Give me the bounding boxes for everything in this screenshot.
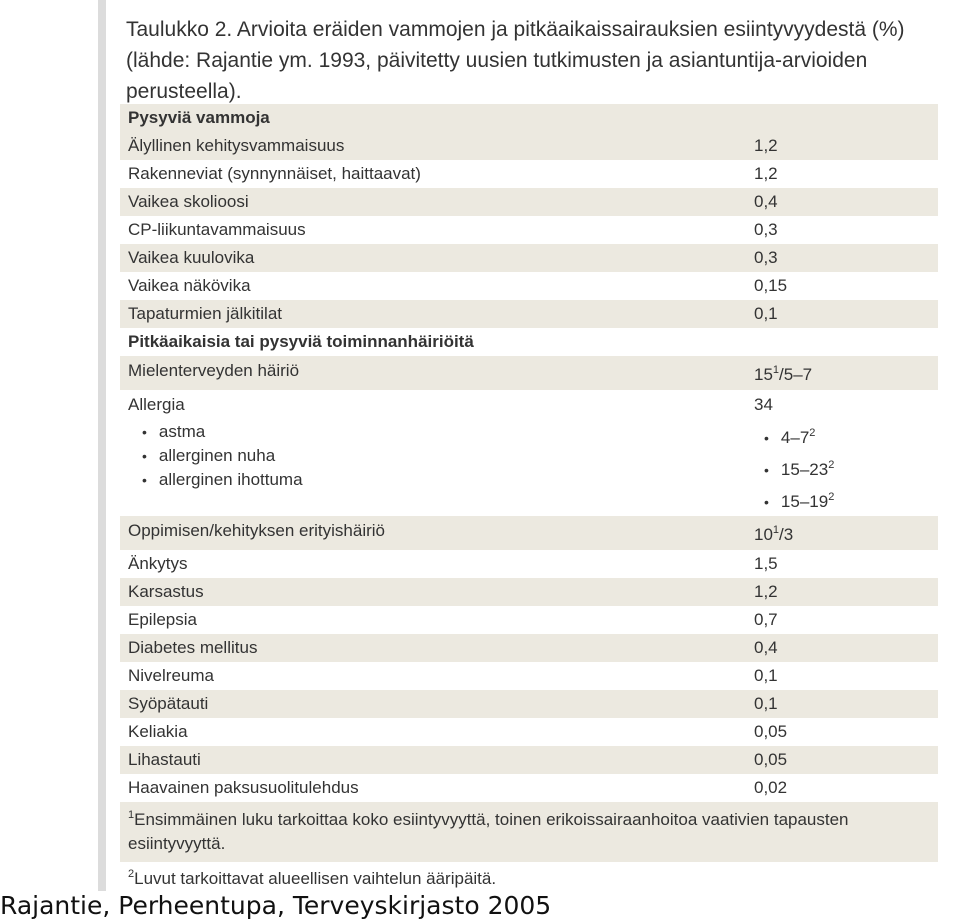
row-value bbox=[750, 516, 938, 554]
row-value-group bbox=[750, 394, 938, 518]
row-label-group bbox=[120, 394, 750, 492]
footnote-ref: 2 bbox=[828, 491, 835, 503]
row-label: Keliakia bbox=[128, 722, 188, 741]
table-row bbox=[120, 578, 938, 606]
row-label: Syöpätauti bbox=[128, 694, 209, 713]
table-caption: Taulukko 2. Arvioita eräiden vammojen ja pitkäaikaissairauksien esiintyvyydestä (%) (lähde: Rajantie ym. 1993, päivitetty uusien tutkimusten ja asiantuntija-arvioiden perusteella). bbox=[126, 18, 905, 103]
table-row bbox=[120, 244, 938, 272]
row-label: Oppimisen/kehityksen erityishäiriö bbox=[128, 521, 385, 540]
list-item: • allerginen ihottuma bbox=[128, 468, 750, 492]
value-secondary: /3 bbox=[779, 525, 794, 544]
table-row-learning bbox=[120, 516, 938, 550]
row-label: Diabetes mellitus bbox=[128, 638, 258, 657]
table-row bbox=[120, 160, 938, 188]
row-label: Vaikea skolioosi bbox=[128, 192, 249, 211]
row-label: Epilepsia bbox=[128, 610, 197, 629]
row-label: Änkytys bbox=[128, 554, 188, 573]
list-item: • astma bbox=[128, 420, 750, 444]
row-value: 0,4 bbox=[754, 192, 778, 211]
table-row bbox=[120, 300, 938, 328]
row-value: 1,2 bbox=[754, 582, 778, 601]
section-header-long-term-disorders bbox=[120, 328, 938, 356]
value: 15–23 bbox=[780, 460, 829, 479]
value-main: 10 bbox=[754, 525, 773, 544]
section-title: Pitkäaikaisia tai pysyviä toiminnanhäiriöitä bbox=[128, 332, 474, 351]
table-row bbox=[120, 662, 938, 690]
footnote-body: Ensimmäinen luku tarkoittaa koko esiintyvyyttä, toinen erikoissairaanhoitoa vaativien tapausten esiintyvyyttä. bbox=[128, 810, 849, 853]
section-header-permanent-disabilities bbox=[120, 104, 938, 132]
footnote-1 bbox=[120, 802, 938, 862]
section-title: Pysyviä vammoja bbox=[128, 108, 270, 127]
row-value: 0,1 bbox=[754, 304, 778, 323]
table-row-allergy bbox=[120, 390, 938, 516]
list-item bbox=[754, 454, 938, 486]
value-secondary: /5–7 bbox=[779, 365, 813, 384]
table-row bbox=[120, 718, 938, 746]
row-value: 0,15 bbox=[754, 276, 788, 295]
row-value: 1,2 bbox=[754, 164, 778, 183]
footnote-ref: 1 bbox=[772, 524, 780, 536]
row-label: Rakenneviat (synnynnäiset, haittaavat) bbox=[128, 164, 421, 183]
footnote-ref: 1 bbox=[772, 364, 780, 376]
row-label: Nivelreuma bbox=[128, 666, 214, 685]
row-value: 34 bbox=[754, 395, 773, 414]
footnote-marker: 2 bbox=[128, 868, 135, 880]
row-label: Vaikea näkövika bbox=[128, 276, 251, 295]
row-label: Allergia bbox=[128, 395, 185, 414]
row-label: Älyllinen kehitysvammaisuus bbox=[128, 136, 345, 155]
footnote-marker: 1 bbox=[128, 809, 135, 821]
source-credit: Rajantie, Perheentupa, Terveyskirjasto 2005 bbox=[0, 891, 552, 920]
row-value: 1,5 bbox=[754, 554, 778, 573]
row-label: Karsastus bbox=[128, 582, 204, 601]
table-row bbox=[120, 634, 938, 662]
row-label: Haavainen paksusuolitulehdus bbox=[128, 778, 359, 797]
row-label: Mielenterveyden häiriö bbox=[128, 361, 300, 380]
value: 15–19 bbox=[780, 492, 829, 511]
prevalence-table bbox=[120, 104, 938, 896]
row-value: 1,2 bbox=[754, 136, 778, 155]
allergy-subtypes bbox=[128, 420, 750, 492]
list-item: • allerginen nuha bbox=[128, 444, 750, 468]
table-row bbox=[120, 272, 938, 300]
table-row bbox=[120, 746, 938, 774]
allergy-subtype-values bbox=[754, 422, 938, 518]
row-value: 0,1 bbox=[754, 666, 778, 685]
list-item bbox=[754, 422, 938, 454]
row-value: 0,3 bbox=[754, 248, 778, 267]
row-value bbox=[750, 356, 938, 394]
footnote-text bbox=[128, 808, 938, 856]
table-row bbox=[120, 690, 938, 718]
table-row bbox=[120, 188, 938, 216]
footnote-body: Luvut tarkoittavat alueellisen vaihtelun ääripäitä. bbox=[134, 869, 497, 888]
row-value: 0,3 bbox=[754, 220, 778, 239]
footnote-ref: 2 bbox=[828, 459, 835, 471]
footnote-ref: 2 bbox=[809, 427, 816, 439]
row-label: Vaikea kuulovika bbox=[128, 248, 255, 267]
row-label: Tapaturmien jälkitilat bbox=[128, 304, 283, 323]
value-main: 15 bbox=[754, 365, 773, 384]
row-value: 0,05 bbox=[754, 722, 788, 741]
table-row bbox=[120, 216, 938, 244]
row-value: 0,4 bbox=[754, 638, 778, 657]
row-value: 0,05 bbox=[754, 750, 788, 769]
row-value: 0,1 bbox=[754, 694, 778, 713]
value: 4–7 bbox=[780, 428, 810, 447]
table-row-mental-health bbox=[120, 356, 938, 390]
row-value: 0,02 bbox=[754, 778, 788, 797]
row-label: Lihastauti bbox=[128, 750, 201, 769]
table-row bbox=[120, 606, 938, 634]
table-row bbox=[120, 774, 938, 802]
table-row bbox=[120, 132, 938, 160]
row-value: 0,7 bbox=[754, 610, 778, 629]
list-item bbox=[754, 486, 938, 518]
table-row bbox=[120, 550, 938, 578]
row-label: CP-liikuntavammaisuus bbox=[128, 220, 306, 239]
